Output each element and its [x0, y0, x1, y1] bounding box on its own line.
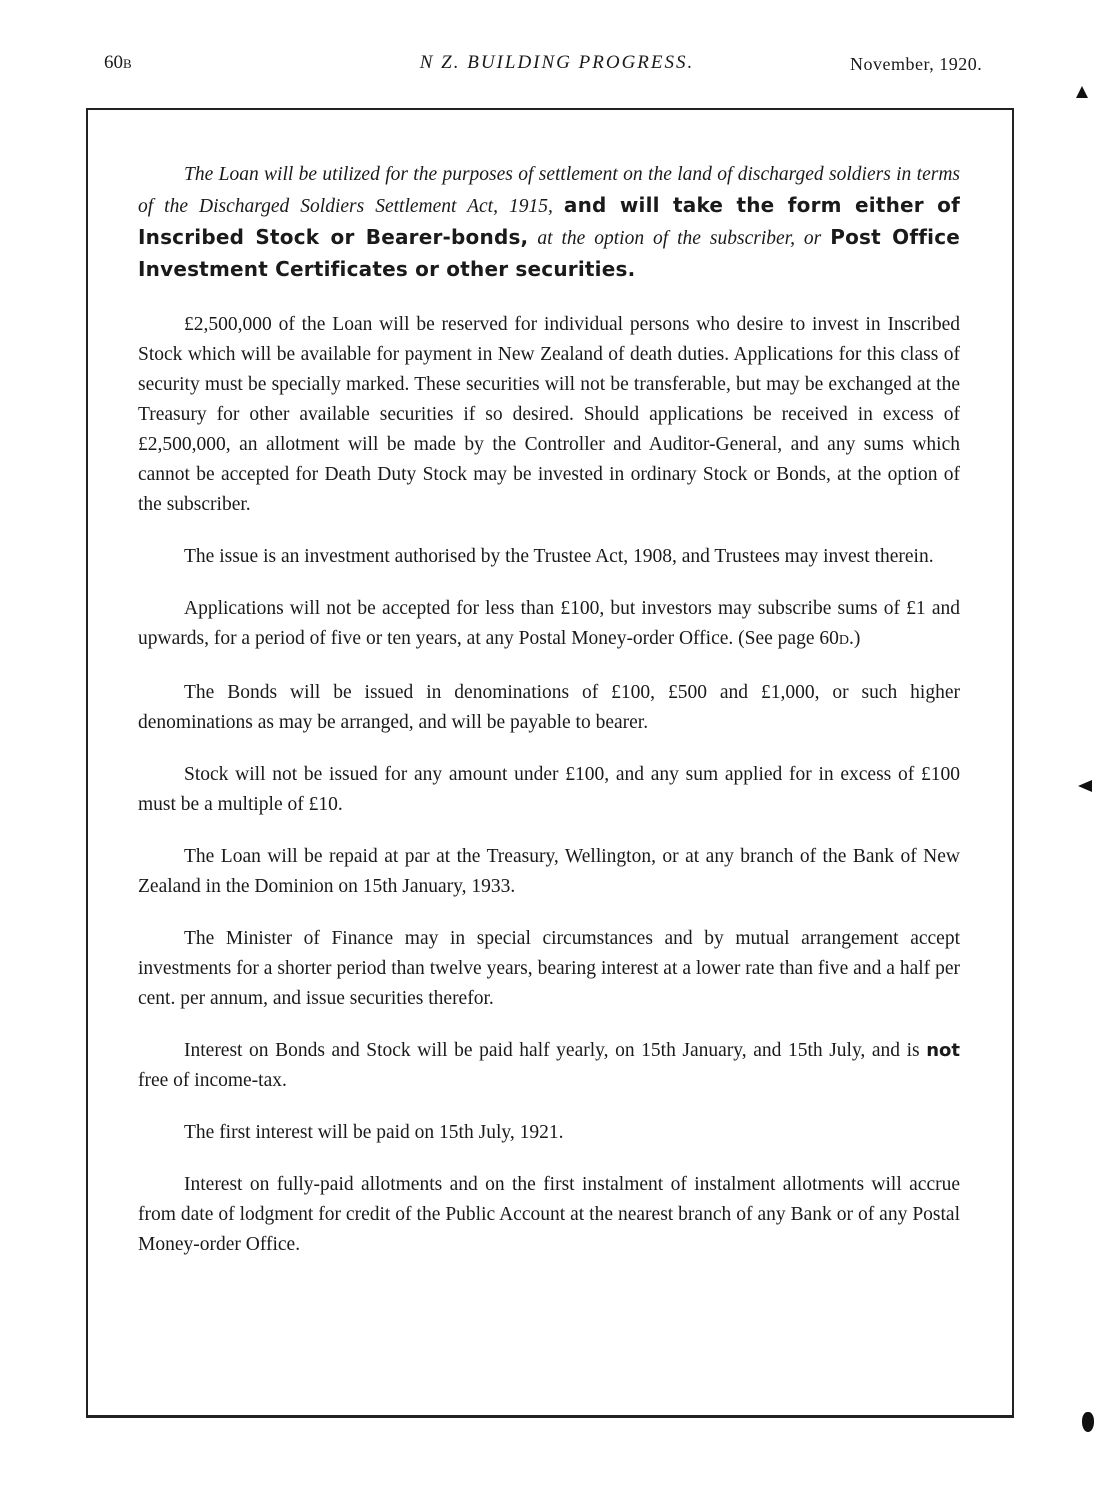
page-ref-suffix: D — [838, 633, 849, 648]
paragraph-death-duty-stock: £2,500,000 of the Loan will be reserved for individual persons who desire to invest in Inscribed Stock which will be available for payment in New Zealand of death duties. Applications for this class of security must be specially marked. These securities will not be transferable, but may be exchanged at the Treasury for other available securities if so desired. Should applications be received in excess of £2,500,000, an allotment will be made by the Controller and Auditor-General, and any sums which cannot be accepted for Death Duty Stock may be invested in ordinary Stock or Bonds, at the option of the subscriber. — [138, 314, 960, 515]
paragraph-interest-payment — [138, 1036, 960, 1096]
page-number-main: 60 — [104, 52, 123, 73]
paragraph-applications — [138, 594, 960, 656]
paragraph-trustee-investment: The issue is an investment authorised by the Trustee Act, 1908, and Trustees may invest therein. — [184, 546, 934, 567]
advertisement-frame — [86, 108, 1014, 1418]
paragraph-minister-arrangement: The Minister of Finance may in special circumstances and by mutual arrangement accept investments for a shorter period than twelve years, bearing interest at a lower rate than five and a half per cent. per annum, and issue securities therefor. — [138, 928, 960, 1009]
scan-mark-top — [1076, 86, 1088, 98]
issue-date: November, 1920. — [850, 54, 983, 74]
paragraph-loan-purpose — [138, 160, 960, 286]
applications-text: Applications will not be accepted for less than £100, but investors may subscribe sums of £1 and upwards, for a period of five or ten years, at any Postal Money-order Office. (See page 60 — [138, 598, 960, 649]
not-bold: not — [926, 1040, 960, 1061]
page-header — [0, 52, 1114, 86]
scan-mark-middle — [1078, 780, 1092, 792]
scan-mark-bottom — [1082, 1412, 1094, 1432]
paragraph-first-interest: The first interest will be paid on 15th July, 1921. — [184, 1122, 564, 1143]
running-title: N Z. BUILDING PROGRESS. — [419, 52, 695, 73]
interest-text-before: Interest on Bonds and Stock will be paid half yearly, on 15th January, and 15th July, and is — [184, 1040, 920, 1061]
interest-text-after: free of income-tax. — [138, 1070, 287, 1091]
loan-purpose-italic: The Loan will be utilized for the purposes of settlement on the land of discharged soldiers in terms of the Discharged Soldiers Settlement Act, 1915, — [138, 164, 960, 217]
article-body — [138, 160, 960, 1282]
page-number-suffix: B — [123, 56, 132, 71]
page-ref-close: .) — [848, 628, 861, 649]
paragraph-repayment: The Loan will be repaid at par at the Treasury, Wellington, or at any branch of the Bank of New Zealand in the Dominion on 15th January, 1933. — [138, 846, 960, 897]
paragraph-stock-minimum: Stock will not be issued for any amount under £100, and any sum applied for in excess of £100 must be a multiple of £10. — [138, 764, 960, 815]
loan-form-bold: and will take the form either of Inscribed Stock or Bearer-bonds, — [138, 193, 960, 249]
paragraph-interest-accrual: Interest on fully-paid allotments and on the first instalment of instalment allotments will accrue from date of lodgment for credit of the Public Account at the nearest branch of any Bank or of any Postal Money-order Office. — [138, 1174, 960, 1255]
paragraph-bond-denominations: The Bonds will be issued in denominations of £100, £500 and £1,000, or such higher denominations as may be arranged, and will be payable to bearer. — [138, 682, 960, 733]
subscriber-option-italic: at the option of the subscriber, or — [537, 228, 822, 249]
post-office-certificates-bold: Post Office Investment Certificates or other securities. — [138, 225, 961, 281]
